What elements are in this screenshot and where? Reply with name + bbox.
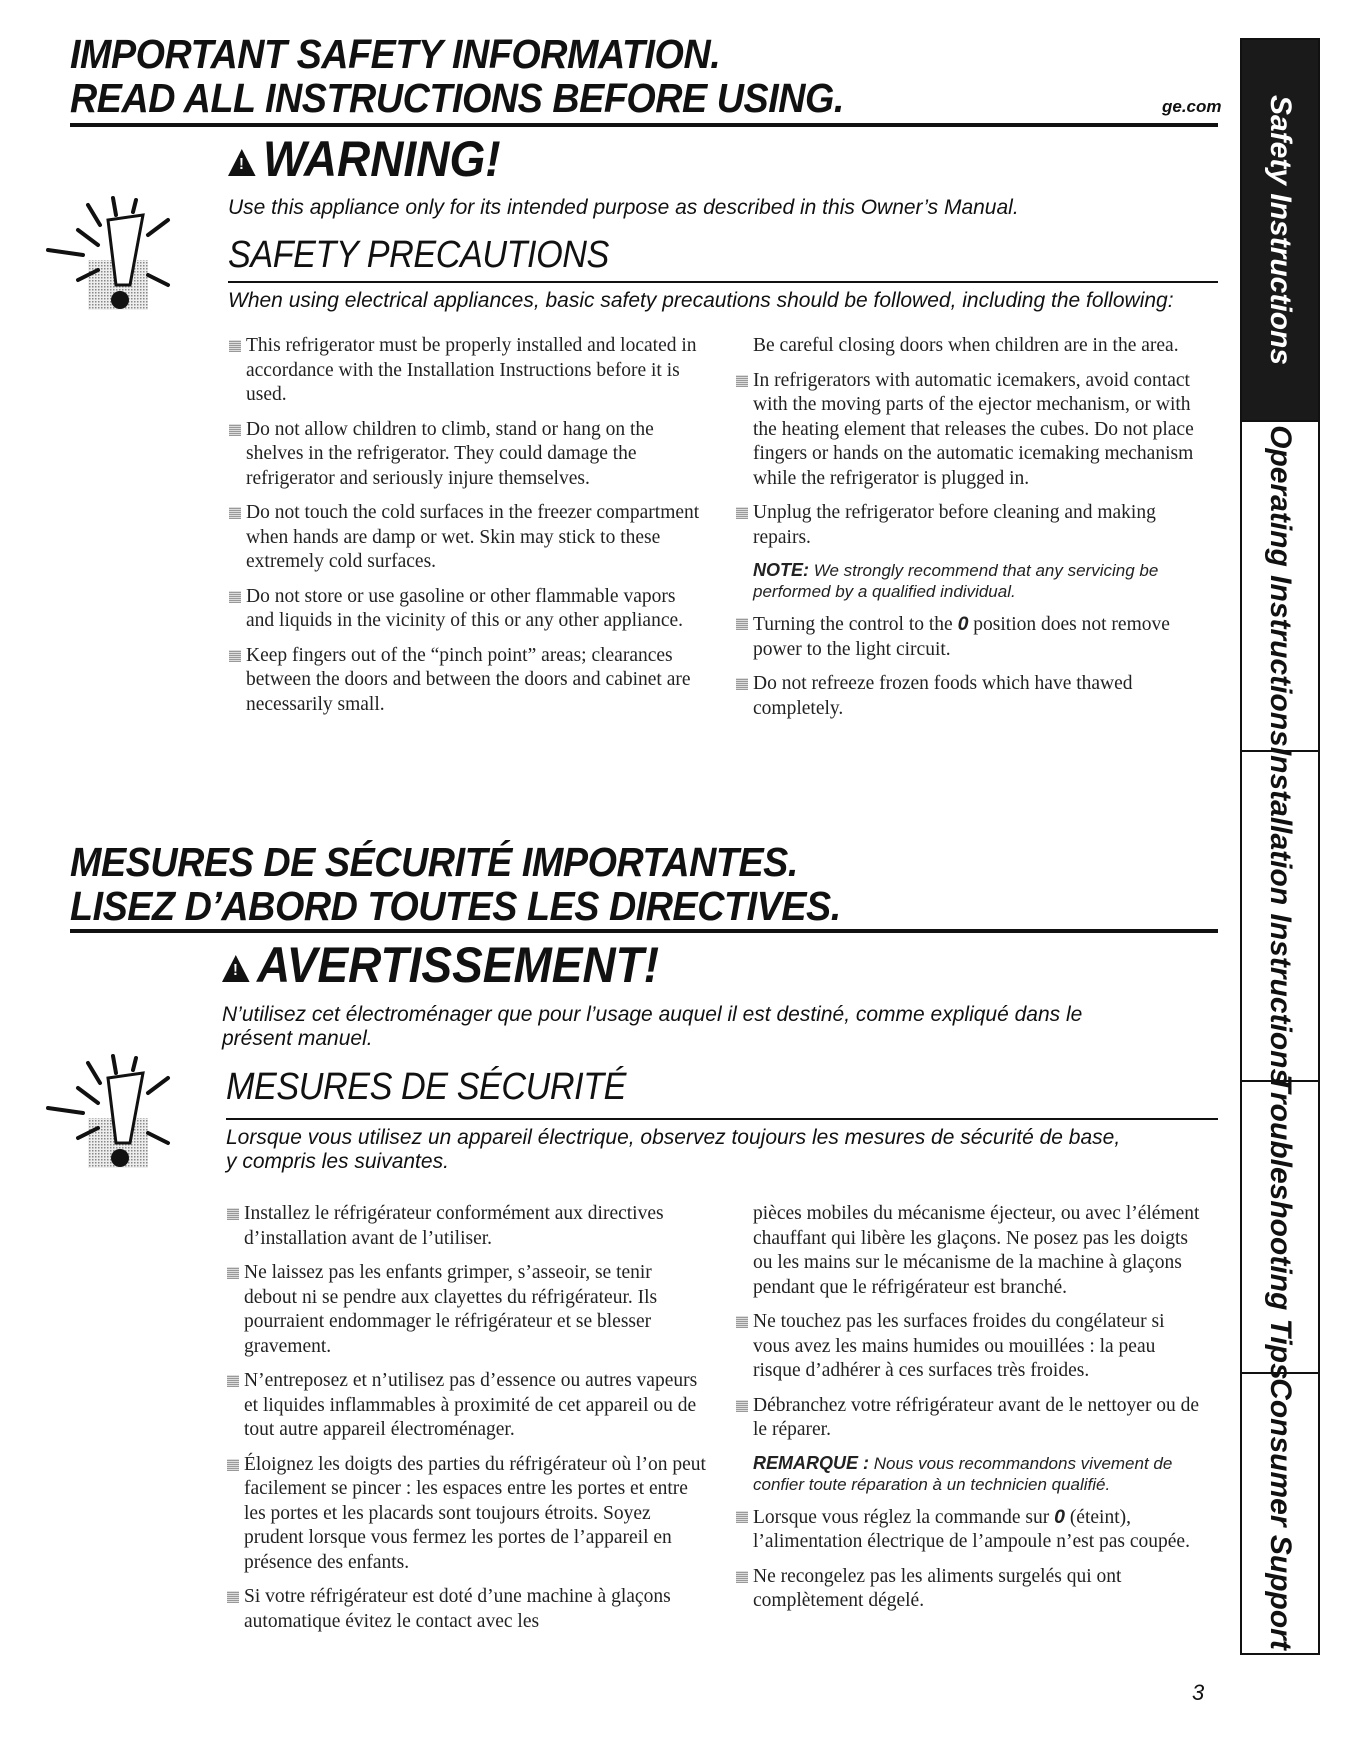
list-item: N’entreposez et n’utilisez pas d’essence ou autres vapeurs et liquides inflammables à proximité de cet appareil ou de tout autre appareil électroménager. <box>226 1369 706 1443</box>
section-heading: SAFETY PRECAUTIONS <box>228 234 609 276</box>
tab-consumer-support[interactable]: Consumer Support <box>1264 1377 1297 1650</box>
note <box>735 1453 1205 1495</box>
list-item: Unplug the refrigerator before cleaning and making repairs. <box>735 501 1205 550</box>
fr-header-line-2: LISEZ D’ABORD TOUTES LES DIRECTIVES. <box>70 883 841 929</box>
warning-triangle-icon <box>222 955 250 982</box>
note <box>735 560 1205 602</box>
en-right-column <box>735 334 1205 731</box>
intro-text: When using electrical appliances, basic safety precautions should be followed, including the following: <box>228 289 1174 312</box>
fr-warning-text: N’utilisez cet électroménager que pour l’usage auquel il est destiné, comme expliqué dans le présent manuel. <box>222 1003 1083 1050</box>
list-item: Installez le réfrigérateur conformément aux directives d’installation avant de l’utiliser. <box>226 1202 706 1251</box>
list-item: In refrigerators with automatic icemakers, avoid contact with the moving parts of the ejector mechanism, or with the heating element that releases the cubes. Do not place fingers or hands on the automatic icemaking mechanism while the refrigerator is plugged in. <box>735 369 1205 492</box>
fr-section-rule <box>226 1118 1218 1120</box>
list-item: Si votre réfrigérateur est doté d’une machine à glaçons automatique évitez le contact avec les <box>226 1585 706 1634</box>
tab-safety-instructions[interactable]: Safety Instructions <box>1242 40 1318 422</box>
list-item: Do not touch the cold surfaces in the freezer compartment when hands are damp or wet. Skin may stick to these extremely cold surfaces. <box>228 501 708 575</box>
note-label: REMARQUE : <box>753 1452 869 1473</box>
note-text: Nous vous recommandons vivement de confier toute réparation à un technicien qualifié. <box>753 1453 1173 1494</box>
note-text: We strongly recommend that any servicing be performed by a qualified individual. <box>753 561 1159 601</box>
header-line-1: IMPORTANT SAFETY INFORMATION. <box>70 31 721 77</box>
section-tab-bar <box>1240 38 1320 1655</box>
list-item: Do not store or use gasoline or other flammable vapors and liquids in the vicinity of this or any other appliance. <box>228 585 708 634</box>
list-item: Lorsque vous réglez la commande sur 0 (éteint), l’alimentation électrique de l’ampoule n’est pas coupée. <box>735 1505 1205 1555</box>
site-link[interactable]: ge.com <box>1162 97 1222 116</box>
tab-installation-instructions[interactable]: Installation Instructions <box>1242 752 1318 1082</box>
caution-exclamation-icon <box>38 190 208 320</box>
fr-warning-heading <box>222 936 659 994</box>
warning-label: WARNING! <box>262 131 501 187</box>
en-left-column <box>228 334 708 727</box>
fr-left-column <box>226 1202 706 1644</box>
fr-header-rule <box>70 929 1218 933</box>
fr-warning-label: AVERTISSEMENT! <box>256 937 660 993</box>
list-item: Turning the control to the 0 position does not remove power to the light circuit. <box>735 612 1205 662</box>
fr-intro-text: Lorsque vous utilisez un appareil électrique, observez toujours les mesures de sécurité de base, y compris les suivantes. <box>226 1126 1121 1173</box>
list-item-continued: pièces mobiles du mécanisme éjecteur, ou avec l’élément chauffant qui libère les glaçons. Ne posez pas les doigts ou les mains sur le mécanisme de la machine à glaçons pendant que le réfrigérateur est branché. <box>753 1203 1200 1298</box>
caution-exclamation-icon <box>38 1048 208 1178</box>
page-number: 3 <box>1192 1680 1205 1705</box>
list-item: Éloignez les doigts des parties du réfrigérateur où l’on peut facilement se pincer : les espaces entre les portes et entre les portes et les placards sont toujours étroits. Soyez prudent lorsque vous fermez les portes de l’appareil en présence des enfants. <box>226 1453 706 1576</box>
list-item: Ne recongelez pas les aliments surgelés qui ont complètement dégelé. <box>735 1565 1205 1614</box>
list-item: Do not allow children to climb, stand or hang on the shelves in the refrigerator. They could damage the refrigerator and seriously injure themselves. <box>228 418 708 492</box>
warning-text: Use this appliance only for its intended purpose as described in this Owner’s Manual. <box>228 196 1019 219</box>
header-rule <box>70 123 1218 127</box>
warning-heading <box>228 130 501 188</box>
fr-right-column <box>735 1202 1205 1624</box>
tab-troubleshooting-tips[interactable]: Troubleshooting Tips <box>1242 1082 1318 1374</box>
list-item: Débranchez votre réfrigérateur avant de le nettoyer ou de le réparer. <box>735 1394 1205 1443</box>
fr-section-heading: MESURES DE SÉCURITÉ <box>226 1066 627 1108</box>
tab-operating-instructions[interactable]: Operating Instructions <box>1242 422 1318 752</box>
list-item: Ne touchez pas les surfaces froides du congélateur si vous avez les mains humides ou mouillées : la peau risque d’adhérer à ces surfaces très froides. <box>735 1310 1205 1384</box>
list-item-continued: Be careful closing doors when children are in the area. <box>753 335 1179 356</box>
fr-header-line-1: MESURES DE SÉCURITÉ IMPORTANTES. <box>70 839 798 885</box>
list-item: This refrigerator must be properly installed and located in accordance with the Installation Instructions before it is used. <box>228 334 708 408</box>
list-item: Ne laissez pas les enfants grimper, s’asseoir, se tenir debout ni se pendre aux clayettes du réfrigérateur. Ils pourraient endommager le réfrigérateur et se blesser gravement. <box>226 1261 706 1359</box>
list-item: Keep fingers out of the “pinch point” areas; clearances between the doors and between the doors and cabinet are necessarily small. <box>228 644 708 718</box>
section-rule <box>228 281 1218 283</box>
note-label: NOTE: <box>753 560 809 580</box>
warning-triangle-icon <box>228 149 256 176</box>
list-item: Do not refreeze frozen foods which have thawed completely. <box>735 672 1205 721</box>
header-line-2: READ ALL INSTRUCTIONS BEFORE USING. <box>70 75 844 121</box>
